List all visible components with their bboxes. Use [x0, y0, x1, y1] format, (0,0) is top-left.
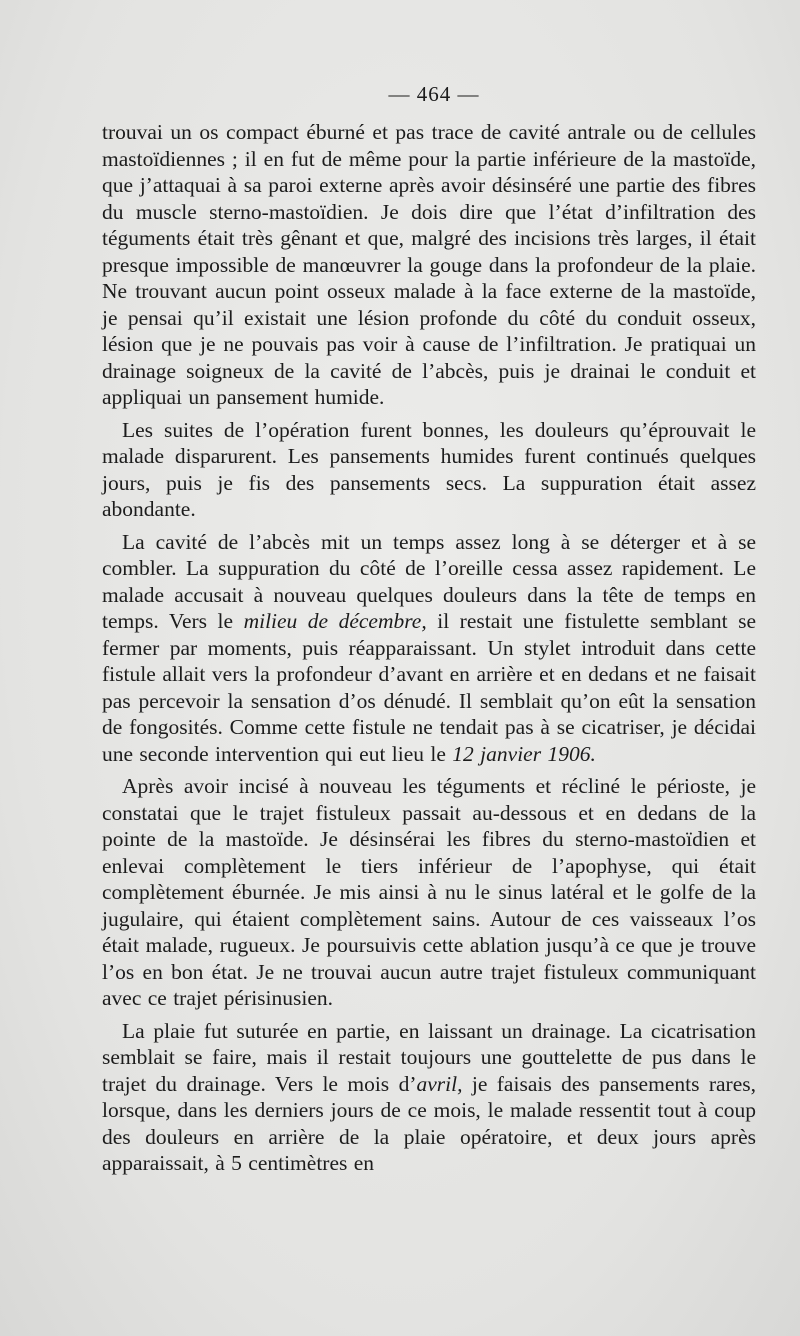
text-segment: La plaie fut suturée en partie, en laissant un drainage. La cicatrisation semblait se faire, mais il restait toujours une gouttelette de pus dans le trajet du drainage. Vers le mois d’ [102, 1018, 756, 1096]
italic-date-segment: 12 janvier 1906. [452, 741, 596, 766]
italic-date-segment: milieu de décembre, [243, 609, 427, 633]
text-segment: La cavité de l’abcès mit un temps assez long à se déterger et à se combler. La suppuration du côté de l’oreille cessa assez rapidement. Le malade accusait à nouveau quelques douleurs dans la tête de temps en temps. Vers le [102, 529, 756, 633]
paragraph-1 [102, 119, 756, 411]
paragraph-5 [102, 1018, 756, 1177]
text-segment: il restait une fistulette semblant se fermer par moments, puis réapparaissant. Un stylet introduit dans cette fistule allait vers la profondeur d’avant en arrière et en dedans et ne faisait pas percevoir la sensation d’os dénudé. Il semblait qu’on eût la sensation de fongosités. Comme cette fistule ne tendait pas à se cicatriser, je décidai une seconde intervention qui eut lieu le [102, 609, 756, 766]
text-segment: trouvai un os compact éburné et pas trace de cavité antrale ou de cellules mastoïdiennes ; il en fut de même pour la partie inférieure de la mastoïde, que j’attaquai à sa paroi externe après avoir désinséré une partie des fibres du muscle sterno-mastoïdien. Je dois dire que l’état d’infiltration des téguments était très gênant et que, malgré des incisions très larges, il était presque impossible de manœuvrer la gouge dans la profondeur de la plaie. Ne trouvant aucun point osseux malade à la face externe de la mastoïde, je pensai qu’il existait une lésion profonde du côté du conduit osseux, lésion que je ne pouvais pas voir à cause de l’infiltration. Je pratiquai un drainage soigneux de la cavité de l’abcès, puis je drainai le conduit et appliquai un pansement humide. [102, 120, 756, 409]
paragraph-2 [102, 417, 756, 523]
body-text [102, 119, 756, 1177]
italic-date-segment: avril, [416, 1071, 463, 1096]
paragraph-4 [102, 773, 756, 1012]
text-segment: Après avoir incisé à nouveau les téguments et récliné le périoste, je constatai que le trajet fistuleux passait au-dessous et en dedans de la pointe de la mastoïde. Je désinsérai les fibres du sterno-mastoïdien et enlevai complètement le tiers inférieur de l’apophyse, qui était complètement éburnée. Je mis ainsi à nu le sinus latéral et le golfe de la jugulaire, qui étaient complètement sains. Autour de ces vaisseaux l’os était malade, rugueux. Je poursuivis cette ablation jusqu’à ce que je trouve l’os en bon état. Je ne trouvai aucun autre trajet fistuleux communiquant avec ce trajet périsinusien. [102, 774, 756, 1010]
text-segment: Les suites de l’opération furent bonnes, les douleurs qu’éprouvait le malade disparurent. Les pansements humides furent continués quelques jours, puis je fis des pansements secs. La suppuration était assez abondante. [102, 417, 756, 521]
paragraph-3 [102, 529, 756, 768]
text-segment: je faisais des pansements rares, lorsque, dans les derniers jours de ce mois, le malade ressentit tout à coup des douleurs en arrière de la plaie opératoire, et deux jours après apparaissait, à 5 centimètres en [102, 1071, 756, 1175]
page-number: — 464 — [388, 82, 480, 106]
